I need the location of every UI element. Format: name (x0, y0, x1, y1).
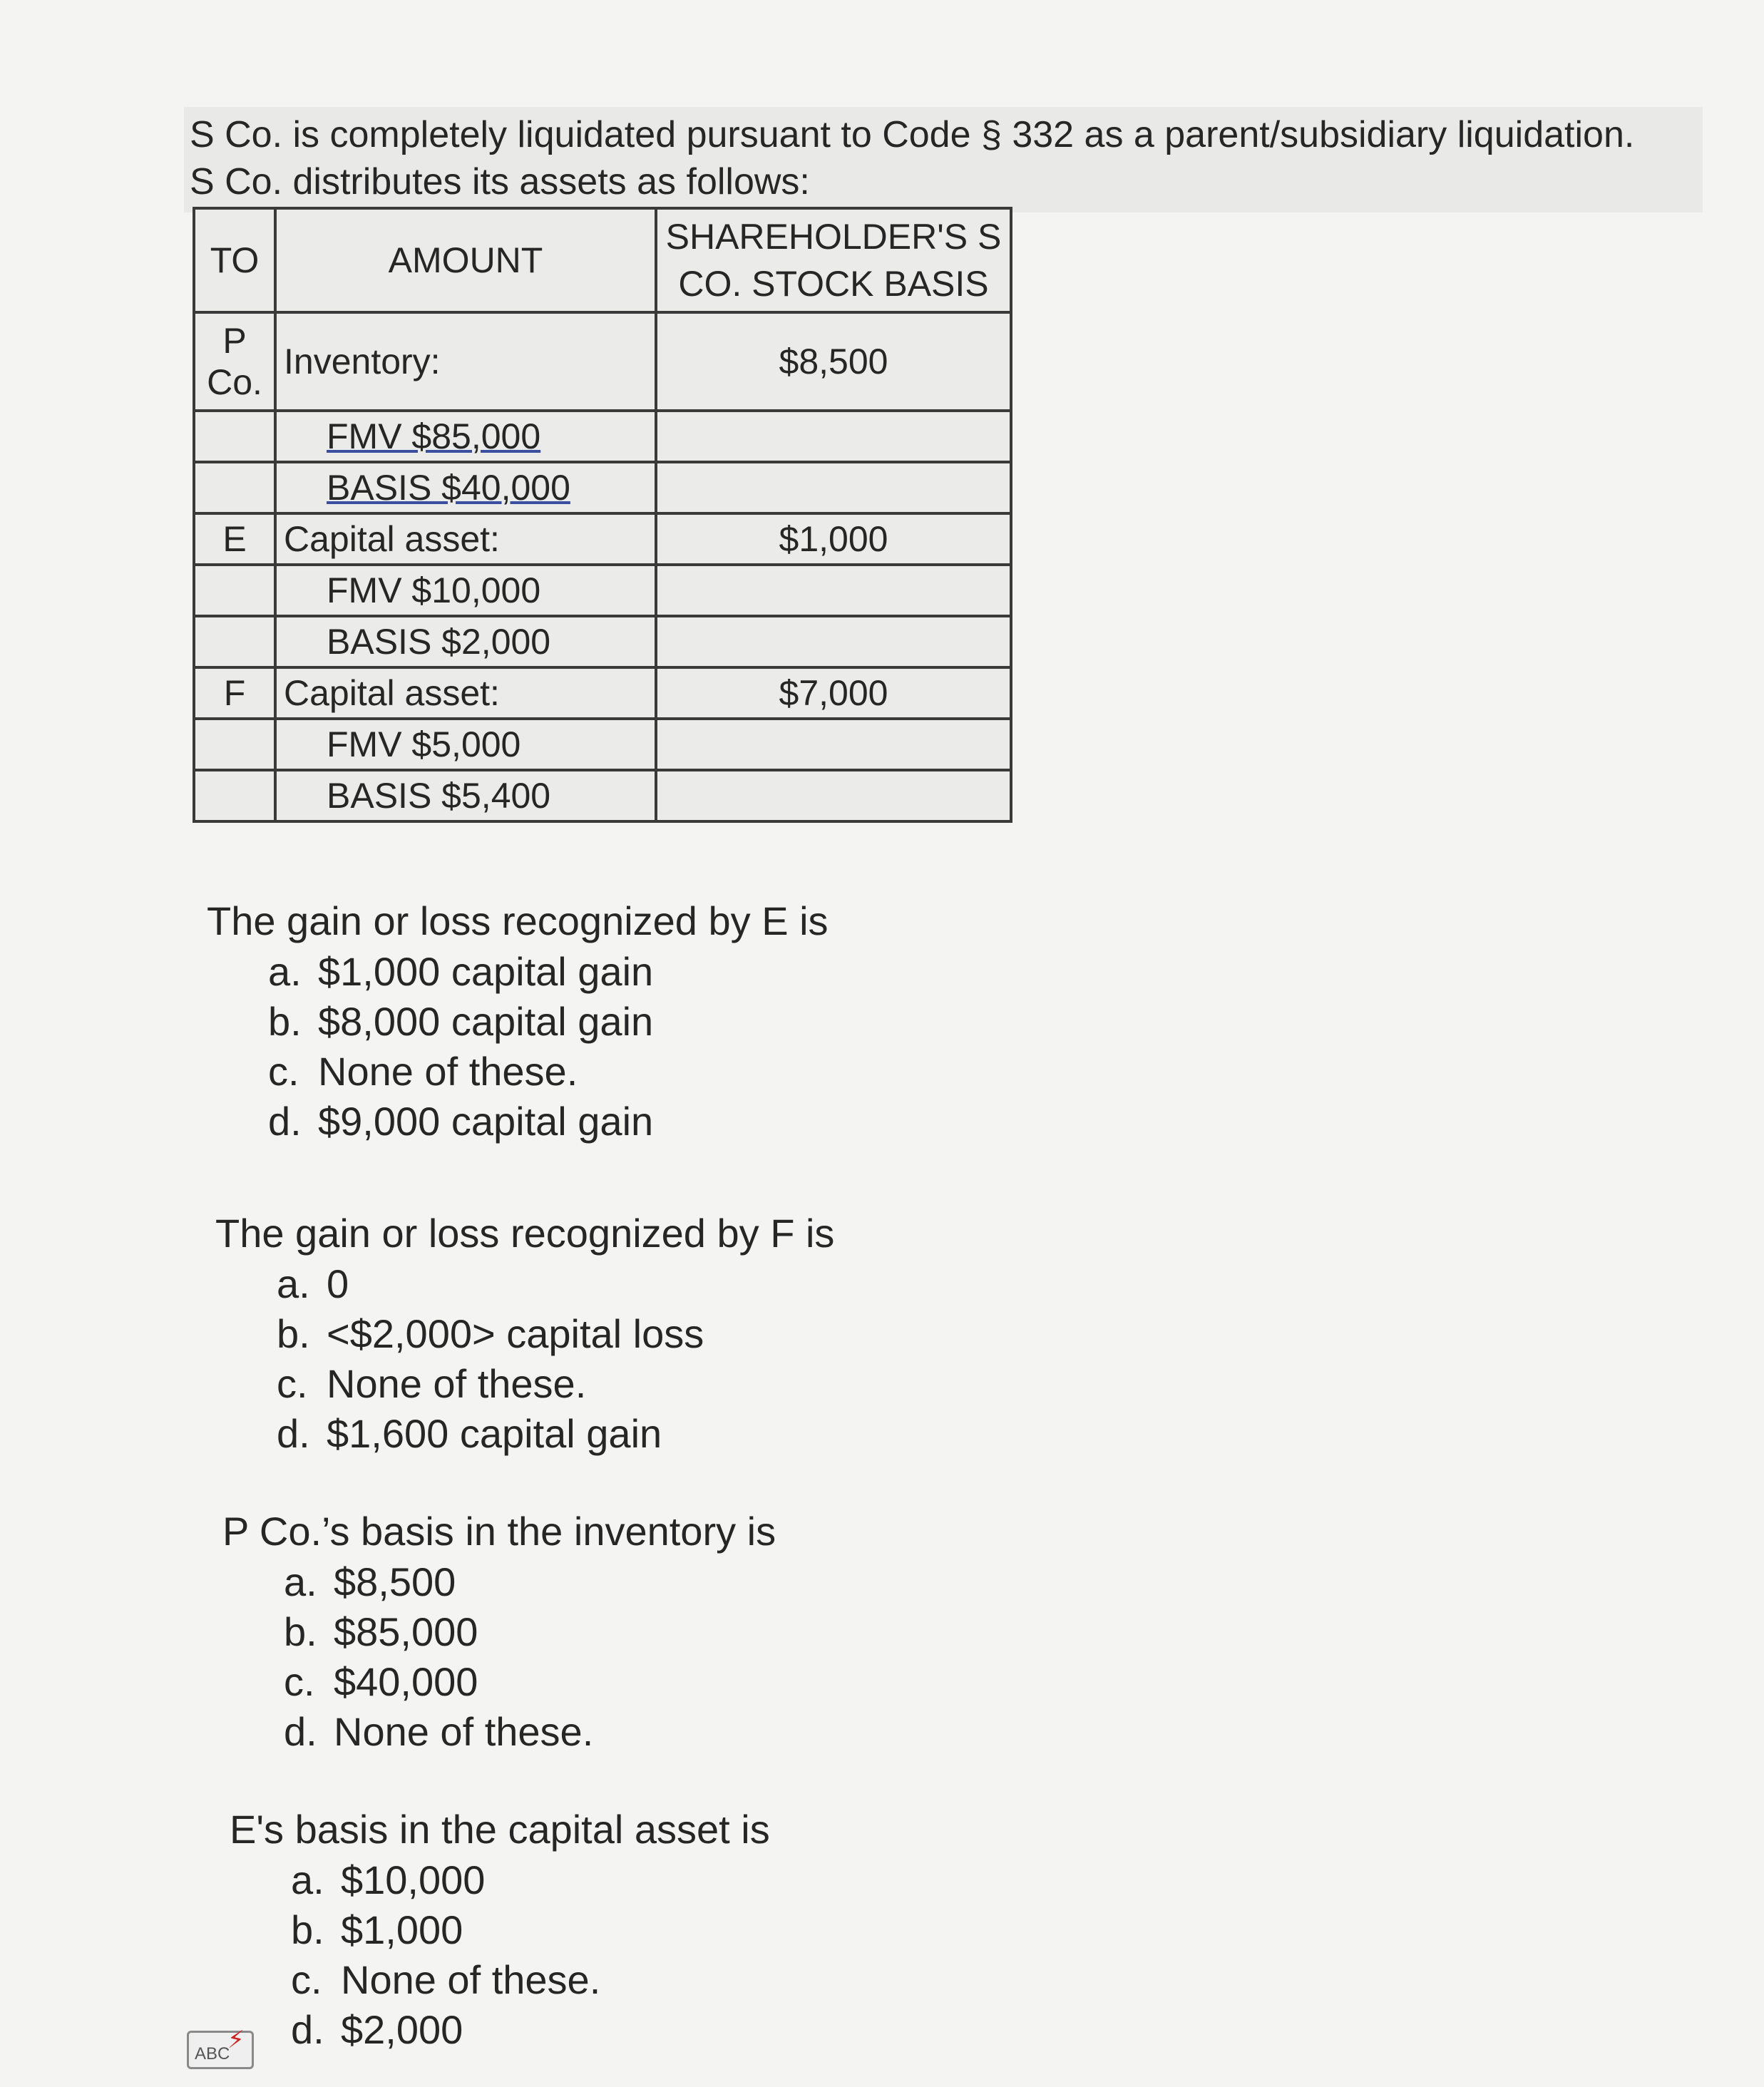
option-b[interactable]: b. $1,000 (291, 1907, 463, 1952)
cell-amount: Capital asset: (275, 513, 656, 565)
option-d[interactable]: d. $2,000 (291, 2007, 463, 2052)
question-text: The gain or loss recognized by E is (207, 898, 829, 943)
cell-to: F (194, 667, 275, 719)
cell-amount: BASIS $40,000 (327, 468, 570, 508)
cell-basis (656, 411, 1011, 462)
cell-basis: $7,000 (656, 667, 1011, 719)
question-e-gain (207, 896, 829, 1147)
question-text: E's basis in the capital asset is (230, 1807, 770, 1852)
table-row (194, 312, 1011, 411)
cell-amount: FMV $10,000 (275, 565, 656, 616)
cell-to (194, 565, 275, 616)
distribution-table (193, 207, 1012, 823)
option-a[interactable]: a. $10,000 (291, 1857, 486, 1902)
cell-amount: FMV $85,000 (327, 416, 541, 456)
option-d[interactable]: d. $9,000 capital gain (268, 1099, 654, 1144)
cell-basis (656, 770, 1011, 821)
cell-amount: Inventory: (275, 312, 656, 411)
header-amount: AMOUNT (275, 208, 656, 312)
cell-to (194, 616, 275, 667)
intro-line-1: S Co. is completely liquidated pursuant to Code § 332 as a parent/subsidiary liquidation. (190, 114, 1635, 155)
cell-basis (656, 616, 1011, 667)
option-a[interactable]: a. 0 (277, 1261, 349, 1306)
cell-to (194, 719, 275, 770)
table-row (194, 719, 1011, 770)
option-c[interactable]: c. None of these. (291, 1957, 601, 2002)
table-row (194, 411, 1011, 462)
spellcheck-icon[interactable]: ABC ⚡ (187, 2031, 254, 2069)
option-b[interactable]: b. $8,000 capital gain (268, 999, 654, 1044)
question-text: P Co.’s basis in the inventory is (222, 1509, 776, 1554)
table-row (194, 513, 1011, 565)
option-d[interactable]: d. None of these. (284, 1709, 594, 1754)
intro-line-2: S Co. distributes its assets as follows: (190, 161, 810, 202)
option-d[interactable]: d. $1,600 capital gain (277, 1411, 662, 1456)
cell-amount: FMV $5,000 (275, 719, 656, 770)
cell-amount: BASIS $2,000 (275, 616, 656, 667)
table-header-row (194, 208, 1011, 312)
option-c[interactable]: c. None of these. (277, 1361, 587, 1406)
cell-to: P Co. (194, 312, 275, 411)
option-a[interactable]: a. $8,500 (284, 1559, 456, 1604)
cell-basis (656, 565, 1011, 616)
question-text: The gain or loss recognized by F is (215, 1211, 835, 1256)
option-b[interactable]: b. <$2,000> capital loss (277, 1311, 704, 1356)
option-c[interactable]: c. None of these. (268, 1049, 578, 1094)
question-f-gain (215, 1208, 834, 1459)
cell-to (194, 770, 275, 821)
cell-basis: $8,500 (656, 312, 1011, 411)
intro-block (184, 107, 1703, 212)
header-stock-basis: SHAREHOLDER'S S CO. STOCK BASIS (656, 208, 1011, 312)
table-row (194, 770, 1011, 821)
question-pco-basis (222, 1506, 776, 1757)
table-row (194, 462, 1011, 513)
table-row (194, 667, 1011, 719)
cell-to (194, 411, 275, 462)
question-e-basis (230, 1804, 770, 2055)
header-to: TO (194, 208, 275, 312)
option-a[interactable]: a. $1,000 capital gain (268, 949, 654, 994)
cell-basis (656, 462, 1011, 513)
cell-amount: Capital asset: (275, 667, 656, 719)
cell-to: E (194, 513, 275, 565)
table-row (194, 565, 1011, 616)
cell-basis: $1,000 (656, 513, 1011, 565)
cell-basis (656, 719, 1011, 770)
cell-to (194, 462, 275, 513)
option-b[interactable]: b. $85,000 (284, 1609, 478, 1654)
option-c[interactable]: c. $40,000 (284, 1659, 478, 1704)
table-row (194, 616, 1011, 667)
cell-amount: BASIS $5,400 (275, 770, 656, 821)
